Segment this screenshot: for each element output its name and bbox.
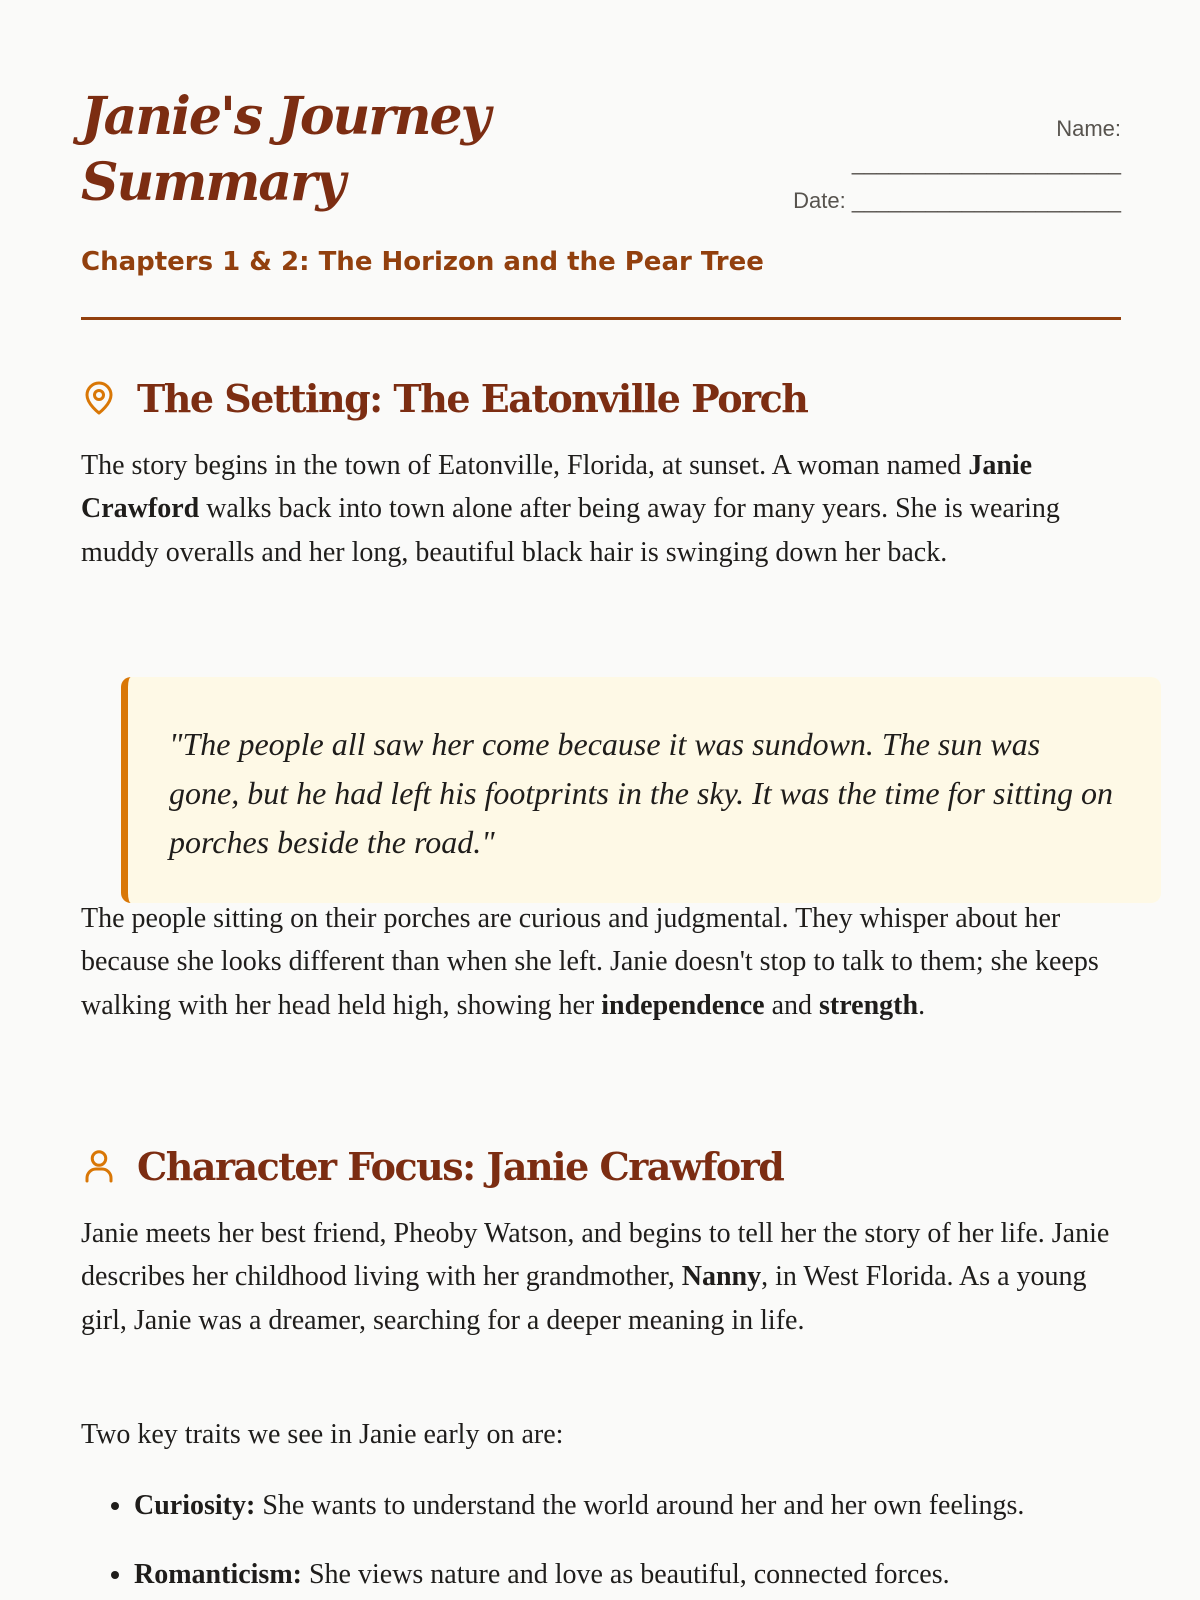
worksheet-header xyxy=(81,84,1121,320)
character-heading-text: Character Focus: Janie Crawford xyxy=(137,1143,784,1189)
character-paragraph-1-text-b: , in West Florida. As a young girl, Janie was a dreamer, searching for a deeper meaning in life. xyxy=(81,1261,1087,1336)
date-blank-line: ______________________ xyxy=(851,188,1121,213)
independence-bold: independence xyxy=(601,989,765,1021)
setting-paragraph-2-text-b: and xyxy=(764,989,820,1021)
page-title: Janie's Journey Summary xyxy=(81,86,489,213)
date-field xyxy=(761,182,1121,220)
character-heading xyxy=(81,1139,783,1193)
traits-list xyxy=(81,1484,1121,1600)
sundown-quote xyxy=(121,677,1161,903)
location-pin-icon xyxy=(81,378,117,418)
quote-text: "The people all saw her come because it was sundown. The sun was gone, but he had left his footprints in the sky. It was the time for sitting on porches beside the road." xyxy=(169,726,1113,860)
name-blank-line: ______________________ xyxy=(851,150,1121,175)
setting-paragraph-1-text-a: The story begins in the town of Eatonville, Florida, at sunset. A woman named xyxy=(81,450,969,481)
strength-bold: strength xyxy=(819,989,919,1021)
trait-text-romanticism: She views nature and love as beautiful, connected forces. xyxy=(301,1559,950,1591)
character-paragraph-1 xyxy=(81,1212,1121,1342)
setting-paragraph-2-period: . xyxy=(918,989,926,1021)
person-icon xyxy=(81,1146,117,1186)
setting-heading-text: The Setting: The Eatonville Porch xyxy=(137,375,808,421)
date-label: Date: xyxy=(793,188,846,213)
janie-crawford-bold: Janie Crawford xyxy=(81,450,1033,525)
trait-label-romanticism: Romanticism: xyxy=(134,1559,302,1591)
setting-paragraph-2 xyxy=(81,897,1121,1027)
character-paragraph-1-text-a: Janie meets her best friend, Pheoby Watson, and begins to tell her the story of her life. Janie describes her childhood living with her grandmother, xyxy=(81,1218,1110,1293)
trait-label-curiosity: Curiosity: xyxy=(134,1490,256,1521)
setting-paragraph-1 xyxy=(81,444,1121,574)
setting-paragraph-1-text-b: walks back into town alone after being away for many years. She is wearing muddy overalls and her long, beautiful black hair is swinging down her back. xyxy=(81,493,1060,568)
list-item xyxy=(134,1484,1121,1527)
student-info xyxy=(761,114,1121,220)
chapter-subtitle: Chapters 1 & 2: The Horizon and the Pear Tree xyxy=(81,247,764,277)
character-paragraph-2: Two key traits we see in Janie early on are: xyxy=(81,1419,564,1450)
setting-paragraph-2-text-a: The people sitting on their porches are curious and judgmental. They whisper about her because she looks different than when she left. Janie doesn't stop to talk to them; she keeps walking with her head held high, showing her xyxy=(81,903,1099,1021)
setting-heading xyxy=(81,371,807,425)
nanny-bold: Nanny xyxy=(681,1261,762,1293)
name-label: Name: xyxy=(1056,116,1121,141)
trait-text-curiosity: She wants to understand the world around her and her own feelings. xyxy=(255,1490,1025,1521)
list-item xyxy=(134,1553,1121,1596)
